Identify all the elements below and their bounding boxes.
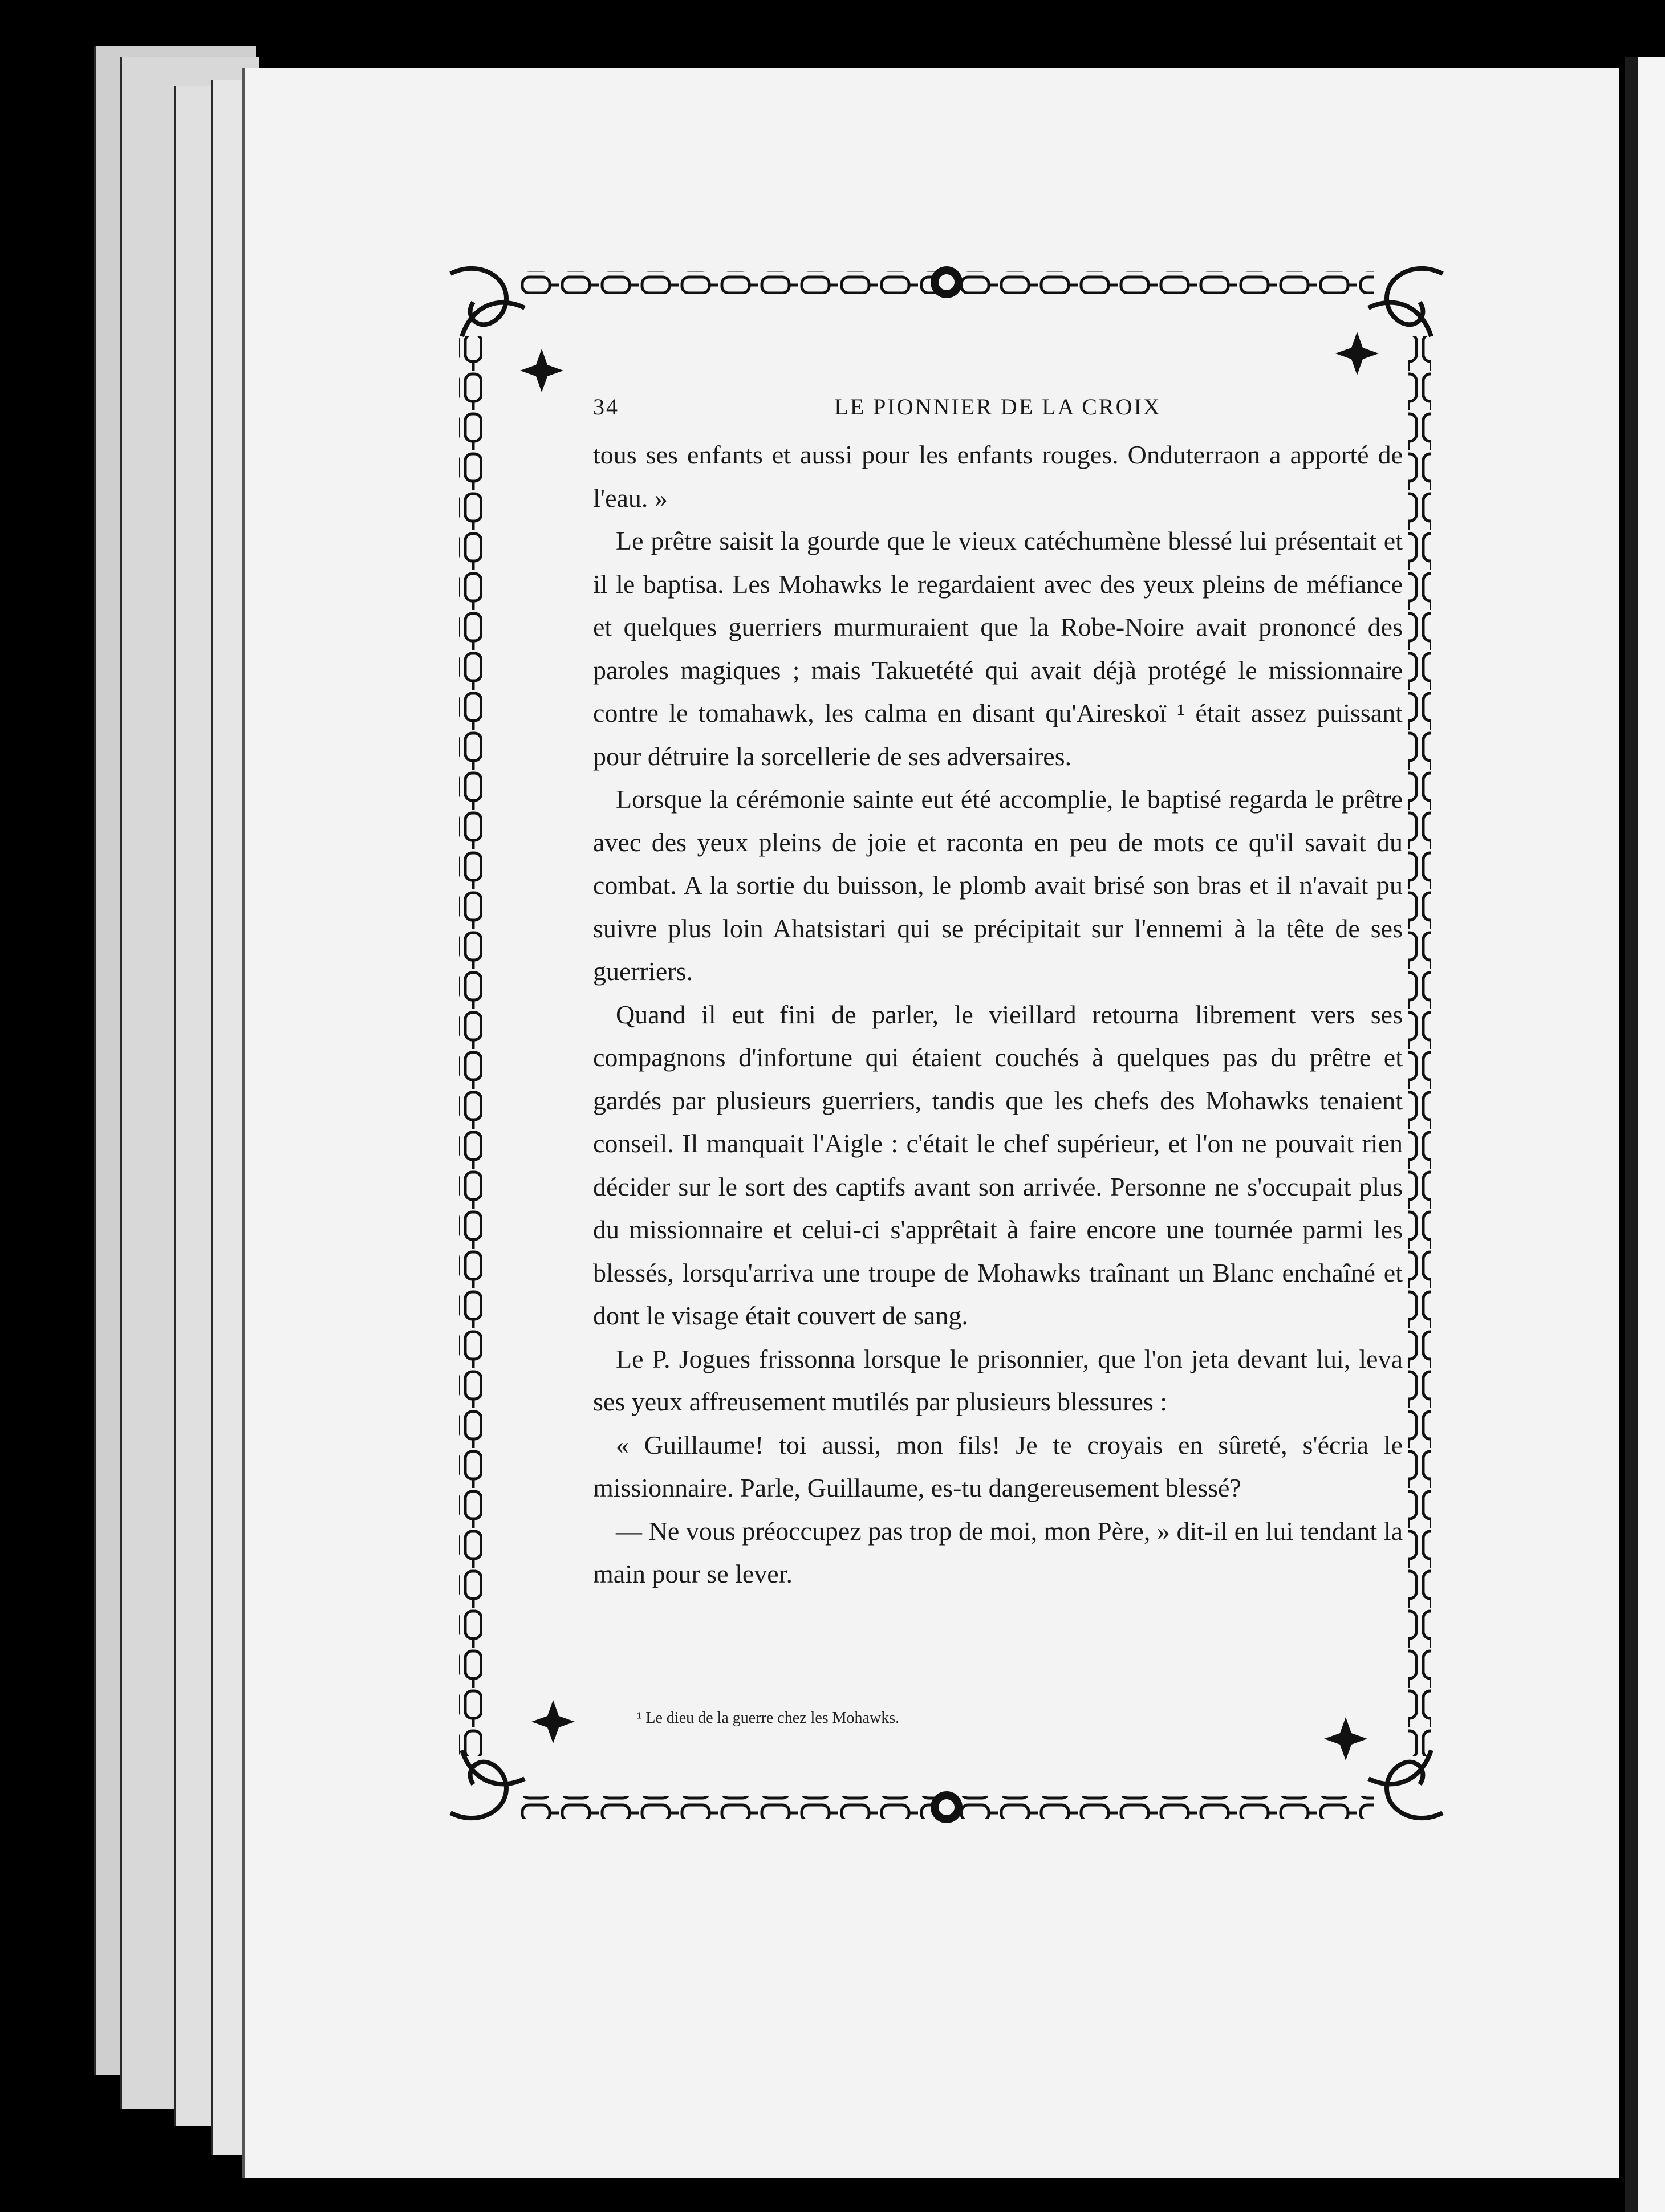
facing-page-edge [1625, 57, 1665, 2212]
paragraph: Le P. Jogues frissonna lorsque le prisonnier, que l'on jeta devant lui, leva ses yeux affreusement mutilés par plusieurs blessures : [593, 1344, 1403, 1416]
running-head [593, 393, 1403, 433]
paragraph: « Guillaume! toi aussi, mon fils! Je te croyais en sûreté, s'écria le missionnaire. Parle, Guillaume, es-tu dangereusement blessé? [593, 1430, 1403, 1502]
page-text [593, 393, 1403, 1596]
running-title: LE PIONNIER DE LA CROIX [834, 394, 1162, 420]
paragraph: tous ses enfants et aussi pour les enfants rouges. Onduterraon a apporté de l'eau. » [593, 440, 1403, 513]
paragraph: — Ne vous préoccupez pas trop de moi, mon Père, » dit-il en lui tendant la main pour se lever. [593, 1516, 1403, 1588]
paragraph: Quand il eut fini de parler, le vieillard retourna librement vers ses compagnons d'infortune qui étaient couchés à quelques pas du prêtre et gardés par plusieurs guerriers, tandis que les chefs des Mohawks tenaient conseil. Il manquait l'Aigle : c'était le chef supérieur, et l'on ne pouvait rien décider sur le sort des captifs avant son arrivée. Personne ne s'occupait plus du missionnaire et celui-ci s'apprêtait à faire encore une tournée parmi les blessés, lorsqu'arriva une troupe de Mohawks traînant un Blanc enchaîné et dont le visage était couvert de sang. [593, 999, 1403, 1330]
page-number: 34 [593, 394, 619, 420]
paragraph: Lorsque la cérémonie sainte eut été accomplie, le baptisé regarda le prêtre avec des yeux pleins de joie et raconta en peu de mots ce qu'il savait du combat. A la sortie du buisson, le plomb avait brisé son bras et il n'avait pu suivre plus loin Ahatsistari qui se précipitait sur l'ennemi à la tête de ses guerriers. [593, 784, 1403, 986]
paragraph: Le prêtre saisit la gourde que le vieux catéchumène blessé lui présentait et il le baptisa. Les Mohawks le regardaient avec des yeux pleins de méfiance et quelques guerriers murmuraient que la Robe-Noire avait prononcé des paroles magiques ; mais Takuetété qui avait déjà protégé le missionnaire contre le tomahawk, les calma en disant qu'Aireskoï ¹ était assez puissant pour détruire la sorcellerie de ses adversaires. [593, 526, 1403, 771]
footnote: ¹ Le dieu de la guerre chez les Mohawks. [637, 1709, 900, 1727]
